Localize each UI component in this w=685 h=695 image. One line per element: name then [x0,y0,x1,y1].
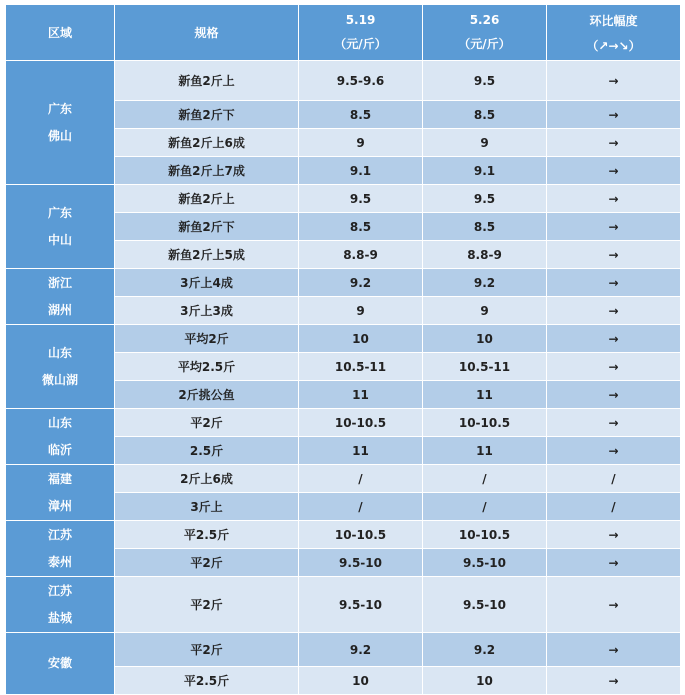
region-cell [6,633,115,695]
price-526-cell: 10 [423,325,547,353]
spec-cell: 新鱼2斤上7成 [115,157,299,185]
price-526-cell: 8.5 [423,213,547,241]
header-date2-label: 5.26 [469,13,500,27]
price-519-cell: 9.2 [299,269,423,297]
spec-cell: 新鱼2斤下 [115,101,299,129]
spec-cell: 2.5斤 [115,437,299,465]
region-cell [6,325,115,409]
price-526-cell: 9.1 [423,157,547,185]
region-label: 微山湖 [41,372,78,387]
price-519-cell: 9.1 [299,157,423,185]
table-row [6,465,681,493]
change-cell: → [547,633,681,667]
price-519-cell: 9.5-10 [299,549,423,577]
price-519-cell: / [299,465,423,493]
price-519-cell: 10 [299,667,423,695]
price-526-cell: / [423,493,547,521]
region-label: 广东 [47,101,72,116]
price-519-cell: 11 [299,381,423,409]
spec-cell: 新鱼2斤上6成 [115,129,299,157]
change-cell: → [547,549,681,577]
change-cell: / [547,493,681,521]
spec-cell: 新鱼2斤上 [115,61,299,101]
region-label: 山东 [47,415,72,430]
spec-cell: 平2斤 [115,633,299,667]
spec-cell: 3斤上4成 [115,269,299,297]
price-526-cell: 9.2 [423,269,547,297]
spec-cell: 3斤上 [115,493,299,521]
change-cell: → [547,577,681,633]
price-519-cell: 9.5 [299,185,423,213]
price-519-cell: 8.5 [299,213,423,241]
header-date1 [299,5,423,61]
price-526-cell: 11 [423,381,547,409]
change-cell: → [547,381,681,409]
region-cell [6,577,115,633]
change-cell: → [547,353,681,381]
change-cell: → [547,129,681,157]
region-cell [6,269,115,325]
change-cell: → [547,61,681,101]
price-519-cell: 11 [299,437,423,465]
spec-cell: 平2斤 [115,577,299,633]
price-table [5,4,681,695]
change-cell: → [547,185,681,213]
change-cell: → [547,667,681,695]
price-519-cell: / [299,493,423,521]
spec-cell: 3斤上3成 [115,297,299,325]
header-unit1: （元/斤） [334,37,387,51]
price-526-cell: 9.2 [423,633,547,667]
header-change-sub: （↗→↘） [586,38,641,53]
region-cell [6,521,115,577]
table-row [6,269,681,297]
header-spec: 规格 [115,5,299,61]
region-label: 泰州 [47,554,72,569]
spec-cell: 2斤挑公鱼 [115,381,299,409]
price-526-cell: / [423,465,547,493]
region-label: 佛山 [47,128,72,143]
region-label: 安徽 [47,656,72,670]
spec-cell: 新鱼2斤上5成 [115,241,299,269]
region-label: 山东 [47,345,72,360]
region-label: 中山 [47,232,72,247]
price-519-cell: 10 [299,325,423,353]
price-519-cell: 9 [299,297,423,325]
spec-cell: 平2斤 [115,409,299,437]
spec-cell: 平均2.5斤 [115,353,299,381]
header-region: 区域 [6,5,115,61]
change-cell: → [547,521,681,549]
price-526-cell: 10-10.5 [423,409,547,437]
price-519-cell: 9 [299,129,423,157]
spec-cell: 平均2斤 [115,325,299,353]
price-526-cell: 9 [423,297,547,325]
table-row [6,61,681,101]
price-519-cell: 9.2 [299,633,423,667]
price-526-cell: 9 [423,129,547,157]
spec-cell: 2斤上6成 [115,465,299,493]
change-cell: → [547,241,681,269]
region-label: 临沂 [47,442,72,457]
spec-cell: 新鱼2斤下 [115,213,299,241]
price-519-cell: 10.5-11 [299,353,423,381]
table-row [6,521,681,549]
price-526-cell: 10 [423,667,547,695]
region-label: 江苏 [47,527,72,542]
table-row [6,409,681,437]
region-label: 浙江 [47,275,72,290]
price-526-cell: 9.5 [423,61,547,101]
change-cell: → [547,157,681,185]
price-526-cell: 10.5-11 [423,353,547,381]
price-526-cell: 9.5-10 [423,577,547,633]
region-label: 盐城 [47,610,72,625]
change-cell: → [547,101,681,129]
region-label: 福建 [47,471,72,486]
price-519-cell: 10-10.5 [299,521,423,549]
region-cell [6,409,115,465]
price-526-cell: 9.5 [423,185,547,213]
region-cell [6,185,115,269]
spec-cell: 平2.5斤 [115,521,299,549]
header-unit2: （元/斤） [458,37,511,51]
region-label: 广东 [47,205,72,220]
price-526-cell: 10-10.5 [423,521,547,549]
table-row [6,185,681,213]
price-526-cell: 11 [423,437,547,465]
price-519-cell: 10-10.5 [299,409,423,437]
region-label: 湖州 [47,302,72,317]
header-date2 [423,5,547,61]
change-cell: → [547,325,681,353]
change-cell: → [547,269,681,297]
region-label: 漳州 [47,498,72,513]
header-change-label: 环比幅度 [589,13,638,28]
spec-cell: 平2.5斤 [115,667,299,695]
change-cell: → [547,297,681,325]
header-date1-label: 5.19 [345,13,376,27]
change-cell: → [547,213,681,241]
region-cell [6,465,115,521]
price-526-cell: 8.5 [423,101,547,129]
table-row [6,633,681,667]
table-row [6,577,681,633]
price-526-cell: 8.8-9 [423,241,547,269]
table-body [6,61,681,695]
price-526-cell: 9.5-10 [423,549,547,577]
header-change [547,5,681,61]
region-label: 江苏 [47,583,72,598]
change-cell: → [547,409,681,437]
price-519-cell: 9.5-10 [299,577,423,633]
price-519-cell: 9.5-9.6 [299,61,423,101]
price-519-cell: 8.8-9 [299,241,423,269]
spec-cell: 新鱼2斤上 [115,185,299,213]
change-cell: / [547,465,681,493]
region-cell [6,61,115,185]
table-row [6,325,681,353]
header-row [6,5,681,61]
change-cell: → [547,437,681,465]
price-519-cell: 8.5 [299,101,423,129]
spec-cell: 平2斤 [115,549,299,577]
